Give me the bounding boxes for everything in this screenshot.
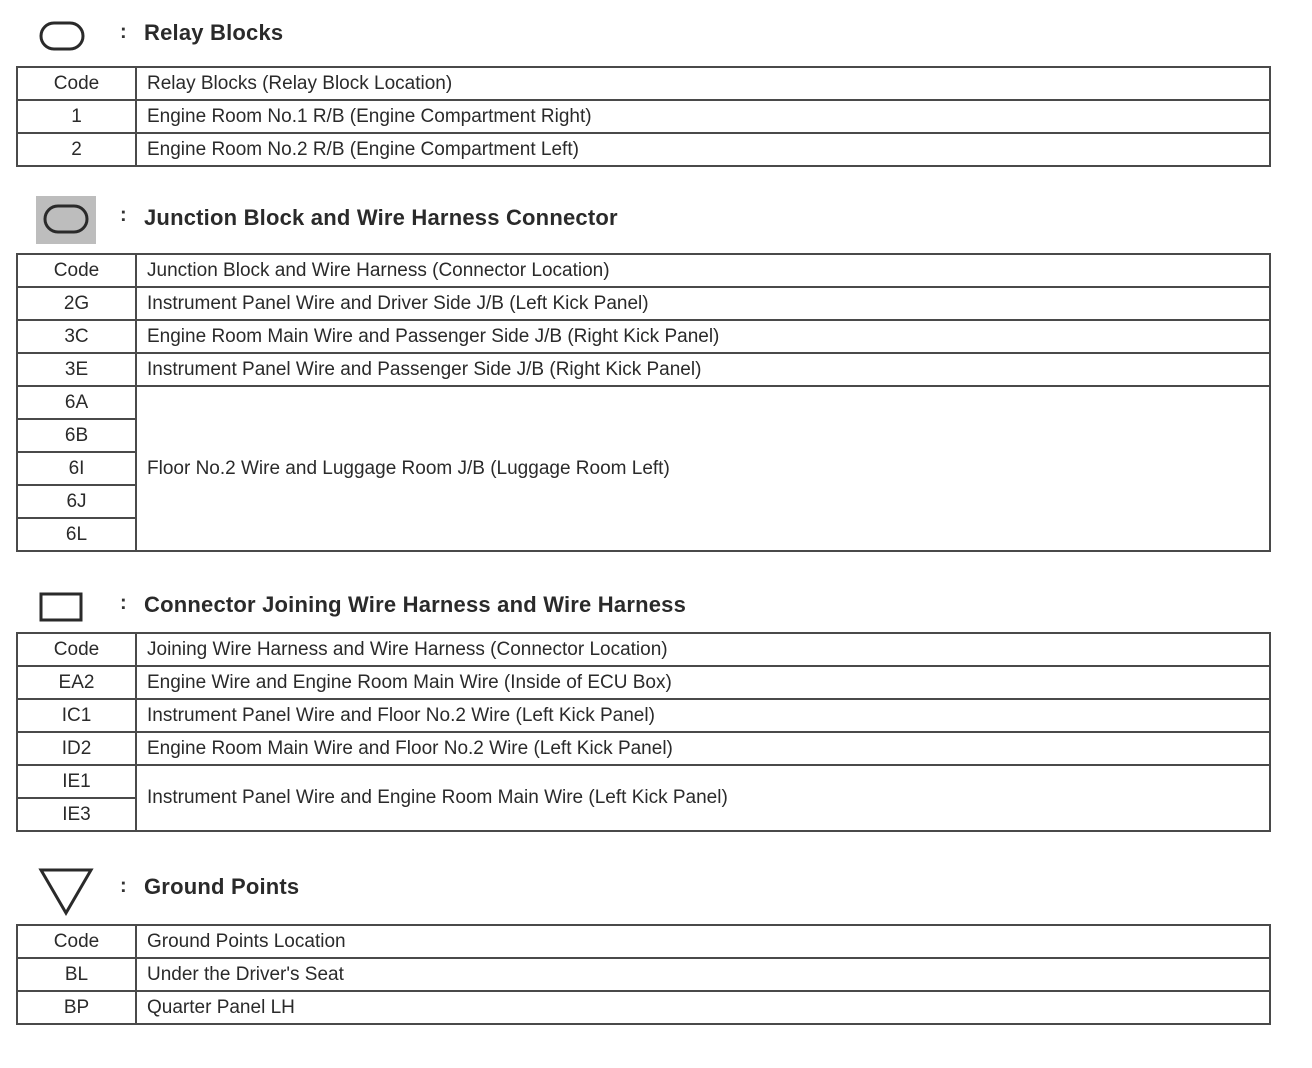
table-row <box>17 699 1270 732</box>
table-header-row <box>17 254 1270 287</box>
row-code: 6L <box>17 518 136 551</box>
location-column-header: Ground Points Location <box>136 925 1270 958</box>
row-location: Under the Driver's Seat <box>136 958 1270 991</box>
ground-points-header <box>16 862 916 902</box>
row-location: Quarter Panel LH <box>136 991 1270 1024</box>
grouped-row-location: Instrument Panel Wire and Engine Room Main Wire (Left Kick Panel) <box>136 765 1270 831</box>
row-location: Engine Room No.1 R/B (Engine Compartment Right) <box>136 100 1270 133</box>
row-code: IC1 <box>17 699 136 732</box>
table-header-row <box>17 633 1270 666</box>
row-location: Engine Room Main Wire and Floor No.2 Wire (Left Kick Panel) <box>136 732 1270 765</box>
table-row <box>17 958 1270 991</box>
row-location: Engine Wire and Engine Room Main Wire (Inside of ECU Box) <box>136 666 1270 699</box>
grouped-row-location: Floor No.2 Wire and Luggage Room J/B (Luggage Room Left) <box>136 386 1270 551</box>
location-column-header: Relay Blocks (Relay Block Location) <box>136 67 1270 100</box>
table-row <box>17 133 1270 166</box>
code-column-header: Code <box>17 633 136 666</box>
junction-block-header <box>16 196 916 236</box>
shaded-oval-icon <box>36 196 96 244</box>
connector-title: Connector Joining Wire Harness and Wire Harness <box>144 592 687 617</box>
connector-table <box>16 632 1271 832</box>
row-location: Instrument Panel Wire and Driver Side J/B (Left Kick Panel) <box>136 287 1270 320</box>
rectangle-icon <box>38 591 86 623</box>
location-column-header: Junction Block and Wire Harness (Connector Location) <box>136 254 1270 287</box>
row-code: IE3 <box>17 798 136 831</box>
table-row <box>17 353 1270 386</box>
code-column-header: Code <box>17 67 136 100</box>
row-code: 6B <box>17 419 136 452</box>
row-code: 6J <box>17 485 136 518</box>
row-code: 2 <box>17 133 136 166</box>
code-column-header: Code <box>17 925 136 958</box>
table-row <box>17 320 1270 353</box>
table-row <box>17 287 1270 320</box>
junction-colon: : <box>120 204 127 226</box>
row-code: BP <box>17 991 136 1024</box>
code-column-header: Code <box>17 254 136 287</box>
relay-blocks-header <box>16 14 916 54</box>
row-code: 1 <box>17 100 136 133</box>
row-code: 3E <box>17 353 136 386</box>
row-location: Engine Room No.2 R/B (Engine Compartment Left) <box>136 133 1270 166</box>
table-row <box>17 666 1270 699</box>
row-code: EA2 <box>17 666 136 699</box>
row-code: 6A <box>17 386 136 419</box>
junction-block-title: Junction Block and Wire Harness Connector <box>144 205 618 230</box>
table-row <box>17 732 1270 765</box>
rounded-oval-icon <box>38 20 86 52</box>
row-code: 3C <box>17 320 136 353</box>
row-code: ID2 <box>17 732 136 765</box>
triangle-down-icon <box>38 866 94 916</box>
row-location: Engine Room Main Wire and Passenger Side J/B (Right Kick Panel) <box>136 320 1270 353</box>
relay-blocks-title: Relay Blocks <box>144 20 284 45</box>
connector-header <box>16 585 916 625</box>
row-code: 2G <box>17 287 136 320</box>
ground-points-title: Ground Points <box>144 874 300 899</box>
table-header-row <box>17 67 1270 100</box>
row-location: Instrument Panel Wire and Passenger Side J/B (Right Kick Panel) <box>136 353 1270 386</box>
ground-colon: : <box>120 875 127 897</box>
connector-colon: : <box>120 592 127 614</box>
row-location: Instrument Panel Wire and Floor No.2 Wire (Left Kick Panel) <box>136 699 1270 732</box>
relay-blocks-table <box>16 66 1271 167</box>
table-row <box>17 386 1270 419</box>
row-code: 6I <box>17 452 136 485</box>
junction-block-table <box>16 253 1271 552</box>
location-column-header: Joining Wire Harness and Wire Harness (Connector Location) <box>136 633 1270 666</box>
table-row <box>17 100 1270 133</box>
table-row <box>17 991 1270 1024</box>
ground-points-table <box>16 924 1271 1025</box>
table-row <box>17 765 1270 798</box>
row-code: BL <box>17 958 136 991</box>
table-header-row <box>17 925 1270 958</box>
relay-colon: : <box>120 21 127 43</box>
row-code: IE1 <box>17 765 136 798</box>
